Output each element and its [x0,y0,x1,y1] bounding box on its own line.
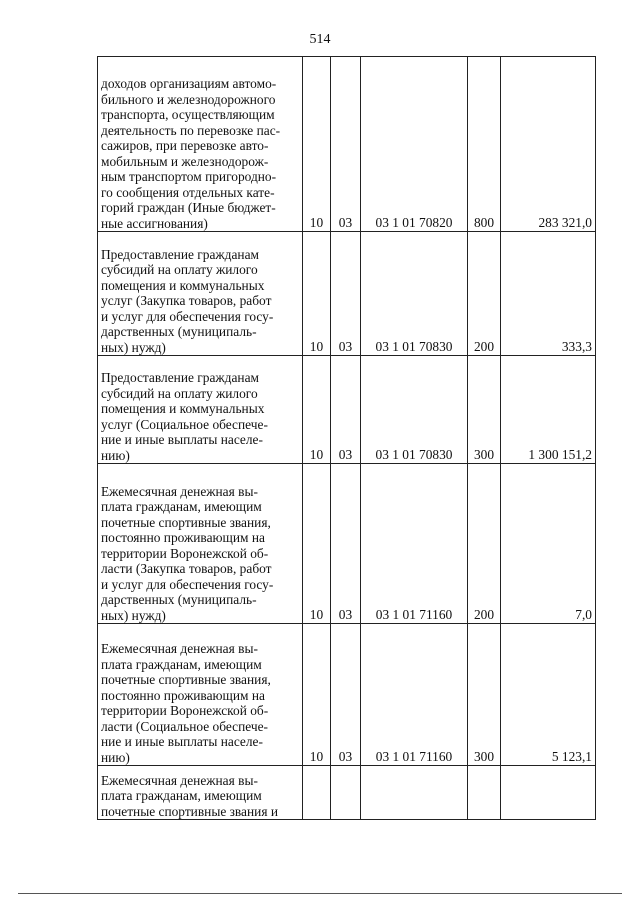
target-code-value: 03 1 01 70830 [375,338,453,354]
subsection-cell [331,464,361,624]
amount-cell [501,356,596,464]
subsection-cell [331,57,361,232]
amount-value: 333,3 [561,338,592,354]
amount-value: 7,0 [575,606,592,622]
description-text: Ежемесячная денежная вы- плата гражданам, имеющим почетные спортивные звания, постоянно проживающим на территории Воронежской об- ласти (Закупка товаров, работ и услуг для обеспечения госу- дарственных (муниципаль- ных) нужд) [101,483,274,623]
budget-table [97,56,596,820]
target-code-cell [361,624,468,766]
target-code-cell [361,464,468,624]
amount-value: 5 123,1 [551,748,592,764]
expense-type-cell [468,57,501,232]
section-cell [303,356,331,464]
subsection-cell [331,232,361,356]
amount-cell [501,624,596,766]
subsection-value: 03 [338,606,353,622]
amount-cell [501,464,596,624]
page-number: 514 [309,32,331,47]
expense-type-value: 800 [473,214,495,230]
amount-cell [501,766,596,820]
target-code-value [364,818,464,819]
target-code-value: 03 1 01 71160 [375,606,453,622]
expense-type-cell [468,464,501,624]
target-code-cell [361,232,468,356]
section-cell [303,232,331,356]
target-code-value: 03 1 01 71160 [375,748,453,764]
expense-type-value: 200 [473,606,495,622]
table-row [98,464,596,624]
row-description [98,624,303,766]
amount-value: 1 300 151,2 [528,446,592,462]
section-cell [303,766,331,820]
expense-type-value: 300 [473,748,495,764]
description-text: Предоставление гражданам субсидий на оплату жилого помещения и коммунальных услуг (Закупка товаров, работ и услуг для обеспечения госу- дарственных (муниципаль- ных) нужд) [101,246,274,355]
target-code-value: 03 1 01 70820 [375,214,453,230]
expense-type-cell [468,232,501,356]
section-value: 10 [309,338,324,354]
target-code-cell [361,356,468,464]
expense-type-cell [468,624,501,766]
section-cell [303,464,331,624]
amount-value: 283 321,0 [538,214,592,230]
expense-type-cell [468,766,501,820]
subsection-value [334,818,357,819]
section-value [306,818,327,819]
row-description [98,57,303,232]
expense-type-value [471,818,497,819]
expense-type-value: 200 [473,338,495,354]
row-description [98,356,303,464]
amount-cell [501,232,596,356]
section-cell [303,624,331,766]
subsection-value: 03 [338,214,353,230]
table-row [98,57,596,232]
row-description [98,232,303,356]
description-text: Ежемесячная денежная вы- плата гражданам, имеющим почетные спортивные звания и [101,772,279,819]
subsection-cell [331,356,361,464]
row-description [98,766,303,820]
amount-value [504,818,592,819]
subsection-cell [331,766,361,820]
subsection-value: 03 [338,338,353,354]
section-value: 10 [309,748,324,764]
description-text: Ежемесячная денежная вы- плата гражданам, имеющим почетные спортивные звания, постоянно проживающим на территории Воронежской об- ласти (Социальное обеспече- ние и иные выплаты населе- нию) [101,641,271,765]
target-code-value: 03 1 01 70830 [375,446,453,462]
section-cell [303,57,331,232]
table-row [98,766,596,820]
expense-type-cell [468,356,501,464]
section-value: 10 [309,446,324,462]
subsection-value: 03 [338,446,353,462]
target-code-cell [361,57,468,232]
bottom-divider [18,893,622,894]
amount-cell [501,57,596,232]
expense-type-value: 300 [473,446,495,462]
table-row [98,232,596,356]
section-value: 10 [309,606,324,622]
subsection-cell [331,624,361,766]
description-text: Предоставление гражданам субсидий на оплату жилого помещения и коммунальных услуг (Социальное обеспече- ние и иные выплаты населе- нию) [101,370,268,463]
target-code-cell [361,766,468,820]
description-text: доходов организациям автомо- бильного и железнодорожного транспорта, осуществляющим деятельность по перевозке пас- сажиров, при перевозке авто- мобильным и железнодорож- ным транспортом пригородно- го сообщения отдельных кате- горий граждан (Иные бюджет- ные ассигнования) [101,76,281,231]
section-value: 10 [309,214,324,230]
row-description [98,464,303,624]
subsection-value: 03 [338,748,353,764]
table-row [98,624,596,766]
table-row [98,356,596,464]
